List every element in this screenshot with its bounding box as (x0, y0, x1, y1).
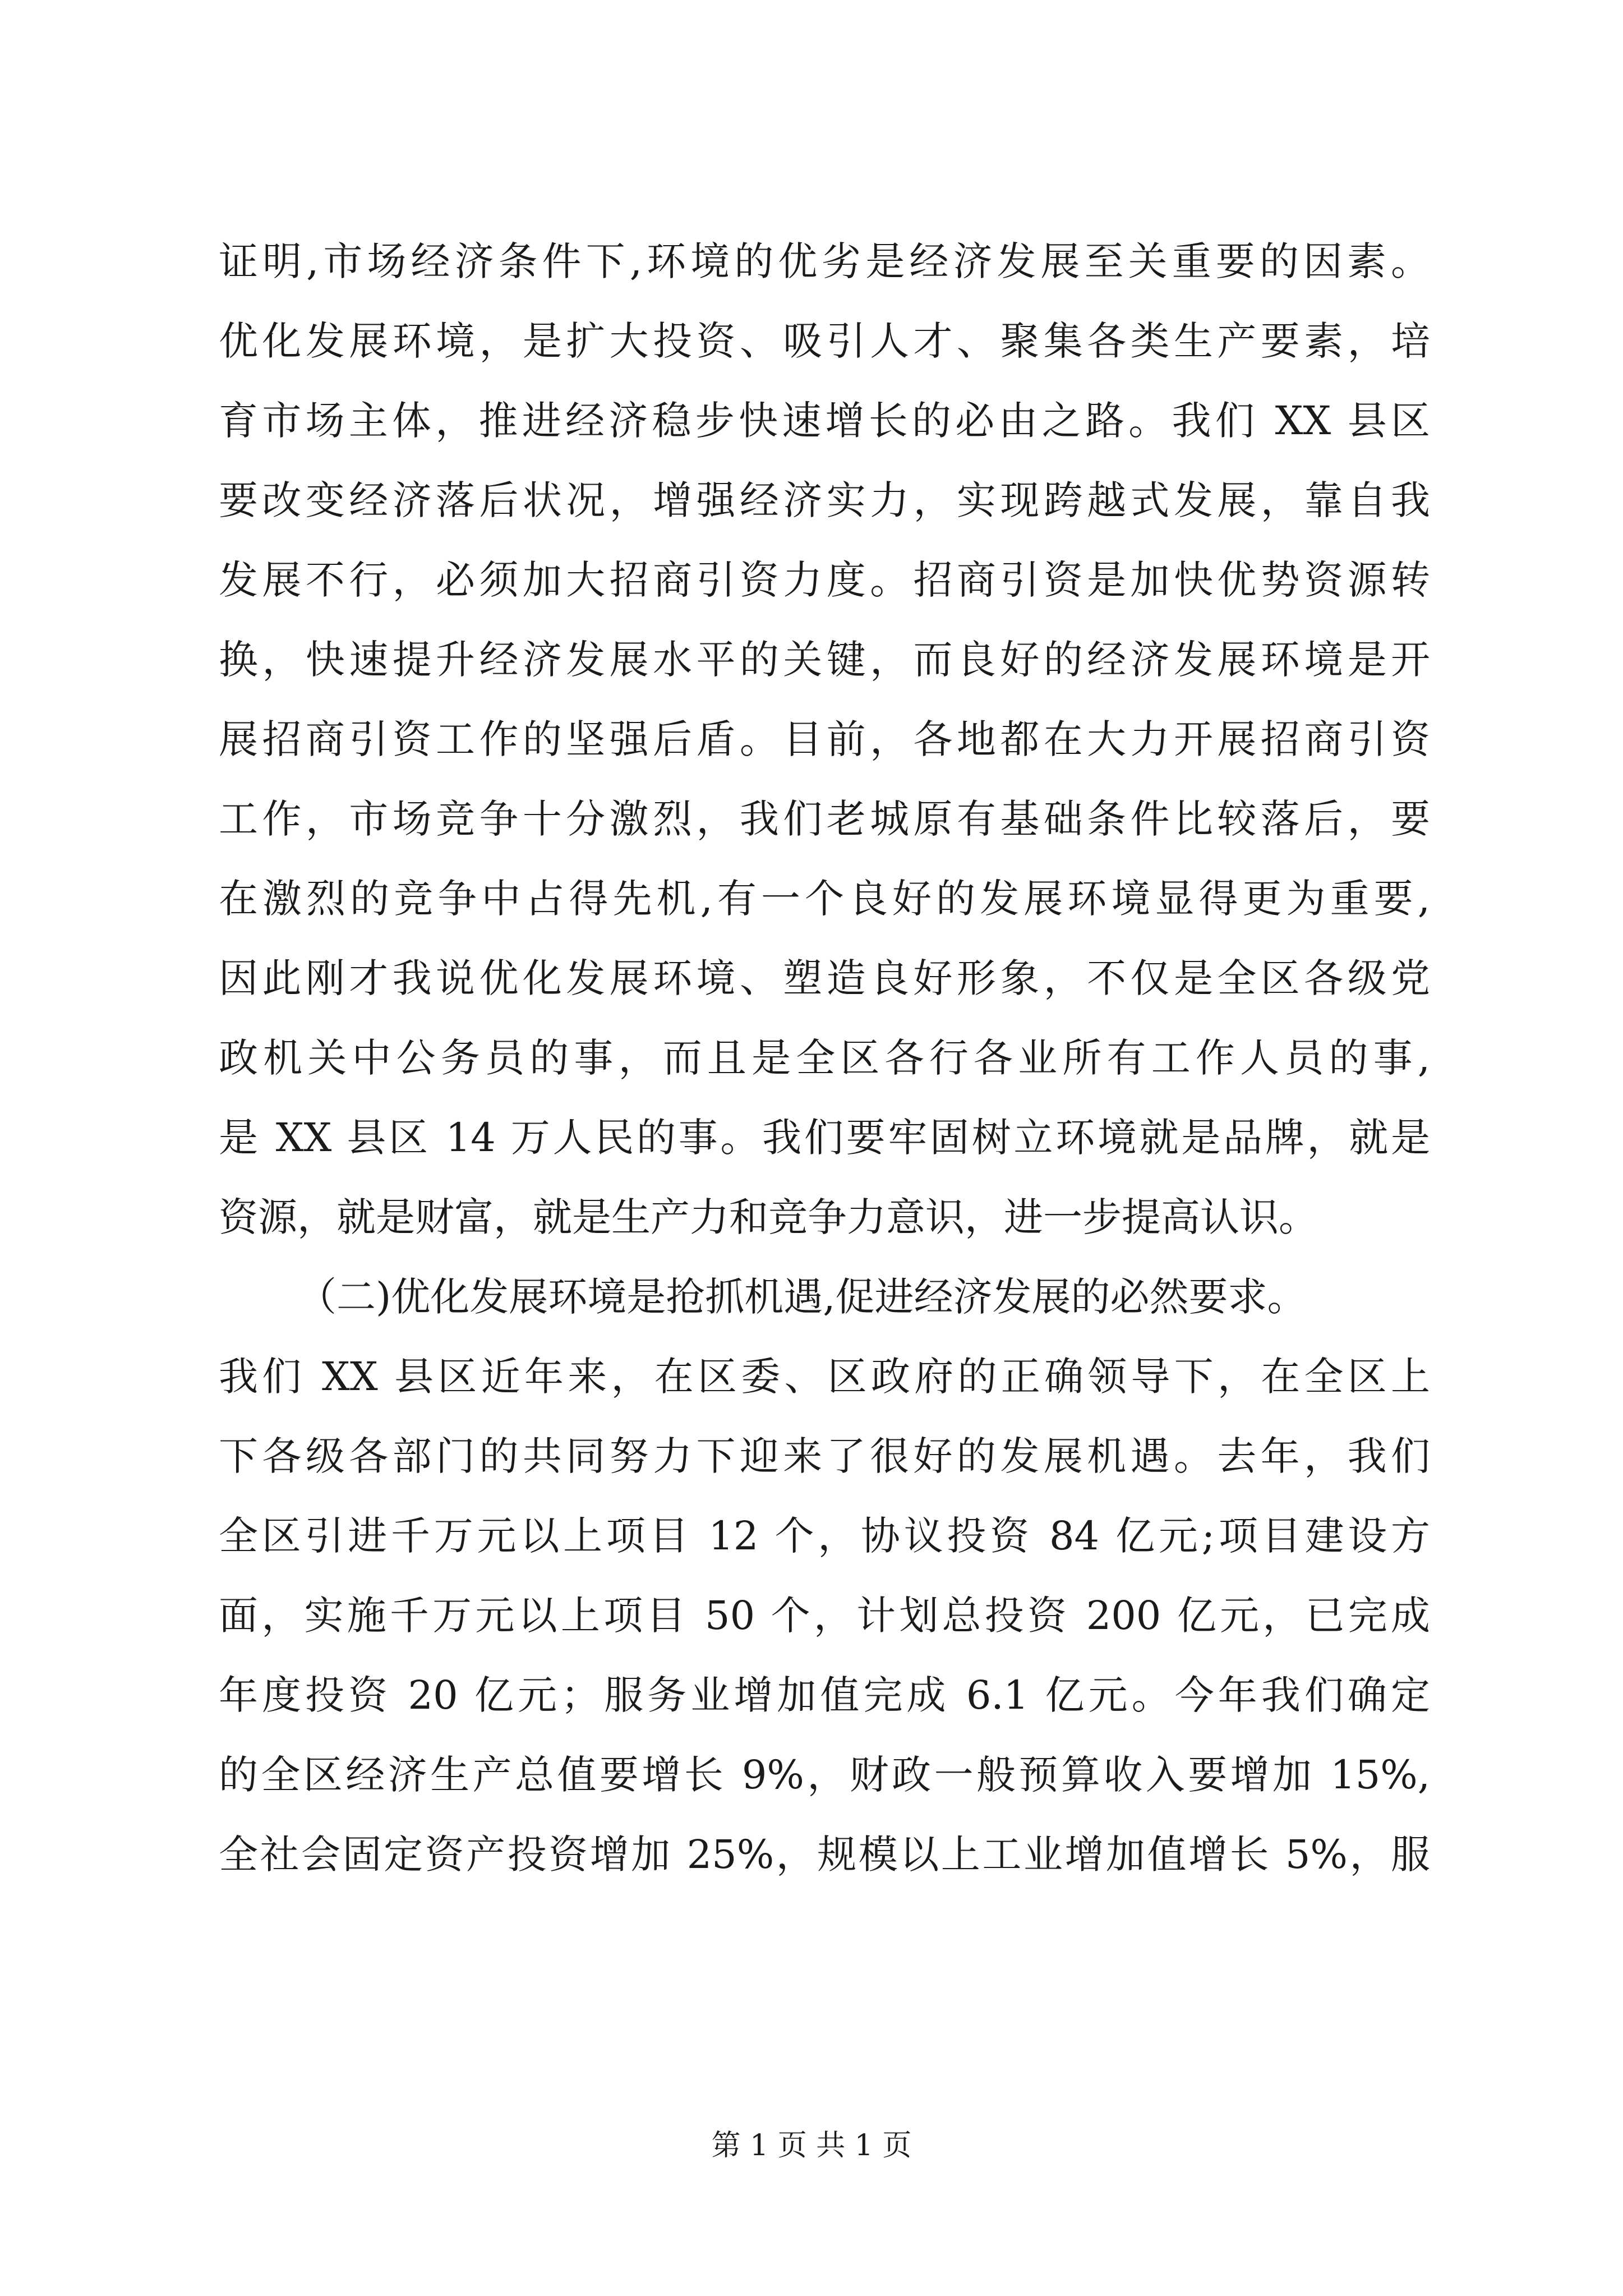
page-footer (0, 2126, 1623, 2165)
text-line: 换，快速提升经济发展水平的关键，而良好的经济发展环境是开 (219, 637, 1430, 683)
text-line: 的全区经济生产总值要增长 9%，财政一般预算收入要增加 15%, (219, 1752, 1430, 1798)
text-line: 因此刚才我说优化发展环境、塑造良好形象，不仅是全区各级党 (219, 955, 1430, 1001)
text-line: 发展不行，必须加大招商引资力度。招商引资是加快优势资源转 (219, 557, 1430, 603)
text-line: 资源，就是财富，就是生产力和竞争力意识，进一步提高认识。 (219, 1194, 1318, 1240)
text-line: 下各级各部门的共同努力下迎来了很好的发展机遇。去年，我们 (219, 1433, 1430, 1479)
text-line: 政机关中公务员的事，而且是全区各行各业所有工作人员的事, (219, 1035, 1430, 1081)
text-line: 证明,市场经济条件下,环境的优劣是经济发展至关重要的因素。 (219, 238, 1430, 284)
page-number: 第 1 页 共 1 页 (711, 2129, 912, 2162)
text-line: 面，实施千万元以上项目 50 个，计划总投资 200 亿元，已完成 (219, 1593, 1430, 1639)
text-line: 全社会固定资产投资增加 25%，规模以上工业增加值增长 5%，服 (219, 1832, 1430, 1878)
text-line: 展招商引资工作的坚强后盾。目前，各地都在大力开展招商引资 (219, 716, 1430, 762)
text-line: 育市场主体，推进经济稳步快速增长的必由之路。我们 XX 县区 (219, 398, 1430, 444)
text-line: 工作，市场竞争十分激烈，我们老城原有基础条件比较落后，要 (219, 796, 1430, 842)
section-heading: （二)优化发展环境是抢抓机遇,促进经济发展的必然要求。 (297, 1274, 1307, 1320)
text-line: 优化发展环境，是扩大投资、吸引人才、聚集各类生产要素，培 (219, 318, 1430, 364)
text-line: 全区引进千万元以上项目 12 个，协议投资 84 亿元;项目建设方 (219, 1513, 1430, 1559)
text-line: 年度投资 20 亿元；服务业增加值完成 6.1 亿元。今年我们确定 (219, 1672, 1430, 1718)
text-line: 要改变经济落后状况，增强经济实力，实现跨越式发展，靠自我 (219, 477, 1430, 523)
text-line: 是 XX 县区 14 万人民的事。我们要牢固树立环境就是品牌，就是 (219, 1115, 1430, 1161)
text-line: 在激烈的竞争中占得先机,有一个良好的发展环境显得更为重要, (219, 876, 1430, 922)
document-body (219, 222, 1430, 1894)
text-line: 我们 XX 县区近年来，在区委、区政府的正确领导下，在全区上 (219, 1354, 1430, 1400)
